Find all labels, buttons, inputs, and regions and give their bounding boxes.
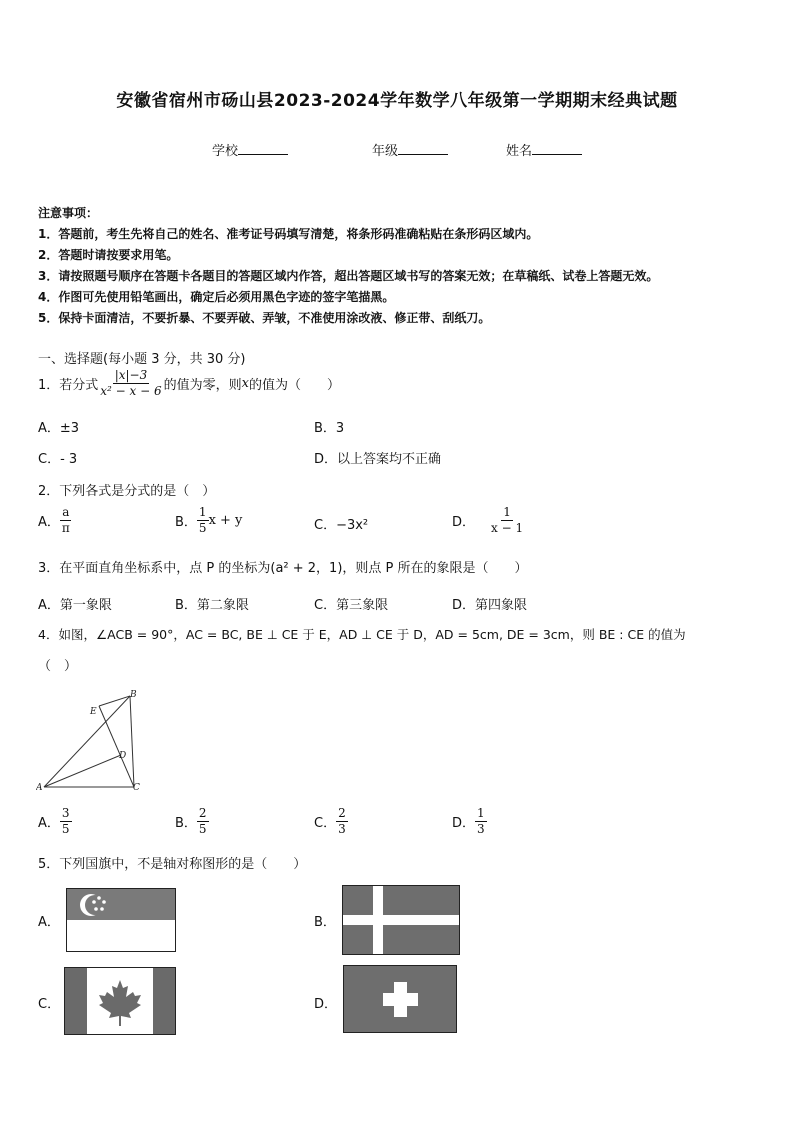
q2-b-den: 5 [198,521,207,535]
q4-d-num: 1 [477,806,485,820]
switzerland-flag-icon[interactable] [343,965,457,1033]
q2-option-b[interactable] [175,505,242,536]
name-field [506,140,582,159]
q4-b-num: 2 [198,806,207,820]
note-item: 3．请按照题号顺序在答题卡各题目的答题区域内作答，超出答题区域书写的答案无效；在草稿纸、试卷上答题无效。 [38,269,659,283]
q1-variable: x [241,376,249,391]
q4-b-label: B． [175,816,197,831]
label-a: A [36,783,43,792]
q1-option-a[interactable]: A．±3 [38,421,80,436]
q4-option-d[interactable] [452,806,487,837]
label-b: B [130,690,137,700]
question-2: 2．下列各式是分式的是（ ） [38,484,216,499]
q5-option-d-label[interactable]: D． [314,997,338,1012]
q2-option-a[interactable] [38,505,72,536]
question-5: 5．下列国旗中，不是轴对称图形的是（ ） [38,857,307,872]
q4-a-num: 3 [61,806,70,820]
school-label: 学校 [212,144,239,159]
segment-bc [130,696,134,787]
q5-option-c-label[interactable]: C． [38,997,61,1012]
q2-d-fraction [489,505,525,536]
section-heading: 一、选择题(每小题 3 分，共 30 分) [38,352,246,367]
q1-option-b[interactable]: B．3 [314,421,345,436]
question-3: 3．在平面直角坐标系中，点 P 的坐标为(a² + 2，1)，则点 P 所在的象限是（ ） [38,561,528,576]
school-blank [238,142,288,155]
q4-c-fraction [336,806,348,837]
q1-denominator: x² − x − 6 [100,384,162,398]
q2-a-fraction [60,505,72,536]
question-4: 4．如图，∠ACB = 90°，AC = BC, BE ⊥ CE 于 E，AD ⊥ CE 于 D，AD = 5cm, DE = 3cm，则 BE : CE 的值为 [38,627,686,642]
name-label: 姓名 [506,144,533,159]
label-c: C [133,783,140,792]
q2-option-c[interactable]: C．−3x² [314,518,369,533]
note-item: 4．作图可先使用铅笔画出，确定后必须用黑色字迹的签字笔描黑。 [38,290,395,304]
segment-ce [99,706,134,787]
q4-c-label: C． [314,816,337,831]
label-d: D [119,751,127,761]
q3-option-c[interactable]: C．第三象限 [314,598,389,613]
q2-b-fraction [197,505,209,536]
grade-blank [398,142,448,155]
q2-d-num: 1 [503,505,511,519]
canada-flag-icon[interactable] [64,967,176,1035]
name-blank [532,142,582,155]
q2-b-tail: x + y [208,513,243,528]
q1-suffix2: 的值为（ ） [249,378,341,393]
q2-d-den: x − 1 [491,521,524,535]
school-field [212,140,288,159]
q4-option-b[interactable] [175,806,209,837]
q4-d-label: D． [452,816,476,831]
q4-c-num: 2 [338,806,346,820]
denmark-flag-icon[interactable] [342,885,460,955]
q3-option-a[interactable]: A．第一象限 [38,598,112,613]
q2-b-label: B． [175,515,197,530]
q4-option-a[interactable] [38,806,72,837]
q2-a-num: a [62,505,70,519]
segment-ab [44,696,130,787]
q4-option-c[interactable] [314,806,348,837]
question-1 [38,368,340,399]
q2-a-den: π [61,521,70,535]
q2-d-label: D． [452,515,476,530]
q4-a-fraction [60,806,72,837]
segment-ad [44,755,121,787]
q4-diagram [36,688,146,792]
singapore-flag-icon[interactable] [66,888,176,952]
q2-option-d[interactable] [452,505,525,536]
q4-c-den: 3 [338,822,346,836]
q5-option-a-label[interactable]: A． [38,915,60,930]
q1-fraction [98,368,163,399]
q1-prefix: 1．若分式 [38,378,99,393]
notes-heading: 注意事项： [38,206,99,220]
note-item: 2．答题时请按要求用笔。 [38,248,179,262]
q2-a-label: A． [38,515,60,530]
q4-a-den: 5 [61,822,70,836]
q1-numerator: |x|−3 [114,368,148,382]
q1-option-d[interactable]: D．以上答案均不正确 [314,452,442,467]
note-item: 1．答题前，考生先将自己的姓名、准考证号码填写清楚，将条形码准确粘贴在条形码区域内。 [38,227,539,241]
notes-block [38,203,658,329]
grade-label: 年级 [372,144,399,159]
q3-option-d[interactable]: D．第四象限 [452,598,528,613]
q4-paren: （ ） [38,659,78,674]
q5-option-b-label[interactable]: B． [314,915,336,930]
q4-b-den: 5 [198,822,207,836]
q4-b-fraction [197,806,209,837]
grade-field [372,140,448,159]
label-e: E [90,707,97,717]
q3-option-b[interactable]: B．第二象限 [175,598,249,613]
q4-d-fraction [475,806,487,837]
q4-a-label: A． [38,816,60,831]
note-item: 5．保持卡面清洁，不要折暴、不要弄破、弄皱，不准使用涂改液、修正带、刮纸刀。 [38,311,491,325]
q2-b-num: 1 [198,505,207,519]
q1-option-c[interactable]: C．- 3 [38,452,78,467]
page-title: 安徽省宿州市砀山县2023-2024学年数学八年级第一学期期末经典试题 [116,91,678,111]
q1-suffix: 的值为零，则 [163,378,242,393]
q4-d-den: 3 [477,822,485,836]
